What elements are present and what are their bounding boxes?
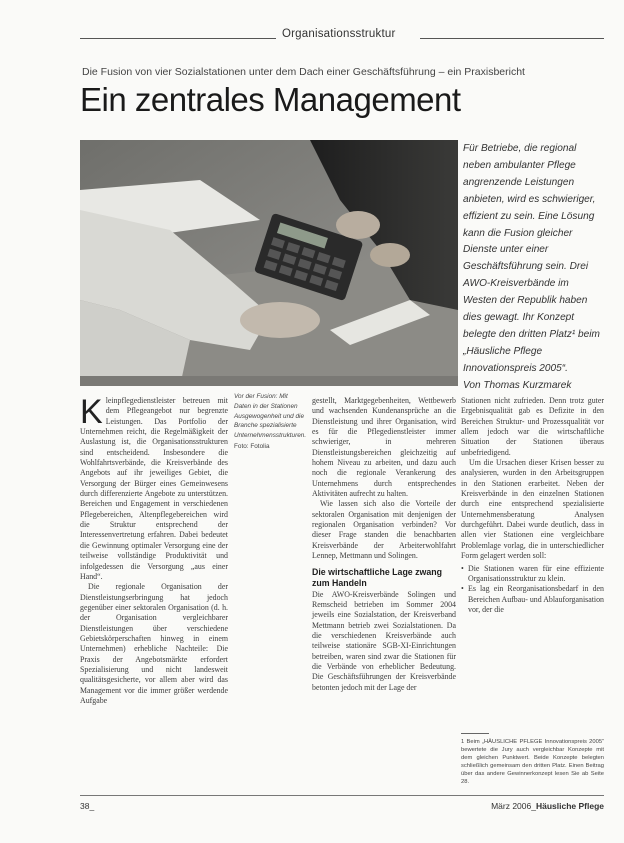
teaser [463, 141, 603, 395]
header-rule-right [420, 38, 604, 39]
column-3 [461, 396, 604, 615]
article-photo [80, 140, 458, 386]
bullet-item: • Die Stationen waren für eine effiziente Organisationsstruktur zu klein. [461, 564, 604, 585]
photo-caption-text: Vor der Fusion: Mit Daten in der Stationen Ausgewogenheit und die Branche spezialisierte Unternehmensstrukturen. [234, 393, 307, 440]
photo-caption [234, 392, 306, 452]
footnote-rule [461, 733, 489, 734]
footer-issue: März 2006_ [491, 801, 536, 811]
col2-para-2: Wie lassen sich also die Vorteile der sektoralen Organisation mit denjenigen der regionalen Organisation verbinden? Vor dieser Frage standen die benachbarten Kreisverbände der Arbeiterwohlfahrt Lennep, Mettmann und Solingen. [312, 499, 456, 561]
bullet-item: • Es lag ein Reorganisationsbedarf in den Bereichen Aufbau- und Ablauforganisation vor, der die [461, 584, 604, 615]
footnote: 1 Beim „HÄUSLICHE PFLEGE Innovationspreis 2005“ bewertete die Jury auch vergleichbar Konzepte mit dem gleichen Punktwert. Beide Konzepte belegten schließlich gemeinsam den dritten Platz. Einen Beitrag über das andere Gewinnerkonzept lesen Sie ab Seite 28. [461, 739, 604, 786]
teaser-author: Von Thomas Kurzmarek [463, 379, 572, 391]
footer-publication [452, 801, 604, 811]
kicker: Die Fusion von vier Sozialstationen unter dem Dach einer Geschäftsführung – ein Praxisbericht [82, 66, 525, 78]
teaser-text: Für Betriebe, die regional neben ambulanter Pflege angrenzende Leistungen anbieten, wird es schwieriger, effizient zu sein. Eine Lösung kann die Fusion gleicher Dienste unter einer Geschäftsführung sein. Drei AWO-Kreisverbände im Westen der Republik haben dies gewagt. Ihr Konzept belegte den dritten Platz¹ beim „Häusliche Pflege Innovationspreis 2005“. [463, 143, 600, 374]
col3-para-1: Stationen nicht zufrieden. Denn trotz guter Ergebnisqualität gab es Defizite in den Bereichen Struktur- und Prozessqualität vor allem jedoch war die wirtschaftliche Situation der Stationen überaus unbefriedigend. [461, 396, 604, 457]
col1-para-2: Die regionale Organisation der Dienstleistungserbringung hat jedoch gegenüber einer sektoralen Organisation (d. h. der Organisation vergleichbarer Dienstleistungen über verschiedene Gebietskörperschaften hinweg in einem Unternehmen) erhebliche Nachteile: Die Praxis der Angebotsmärkte erfordert Spezialisierung und nicht landesweit qualitätsgesicherte, vor allem aber wird das Management vor die immer größer werdende Aufgabe [80, 582, 228, 705]
photo-illustration [80, 140, 458, 386]
col2-para-3: Die AWO-Kreisverbände Solingen und Remscheid betrieben im Sommer 2004 jeweils eine Sozialstation, der Kreisverband Mettmann betrieb zwei Sozialstationen. Da die verschiedenen Kreisverbände auch teilweise stationäre SGB-XI-Einrichtungen betreiben, waren sind zwar die Stationen für die Verbände von erheblicher Bedeutung. Die Geschäftsführungen der Kreisverbände betonten jedoch mit der Lage der [312, 589, 456, 692]
page-number: 38_ [80, 801, 95, 811]
subhead: Die wirtschaftliche Lage zwang zum Handeln [312, 566, 443, 588]
column-2 [312, 396, 456, 693]
headline: Ein zentrales Management [80, 81, 461, 118]
header-rule-left [80, 38, 276, 39]
footer-magazine: Häusliche Pflege [535, 801, 604, 811]
footer-rule [80, 795, 604, 796]
col3-para-2: Um die Ursachen dieser Krisen besser zu analysieren, wurden in den Arbeitsgruppen in den Stationen erarbeitet. Neben der Kreisverbände in den einzelnen Stationen durch eine entsprechend spezialisierte Unternehmensberatung Analysen durchgeführt. Dabei wurde deutlich, dass in allen vier Stationen eine vergleichbare Problemlage vorlag, die in unterschiedlicher Form gelagert werden soll: [461, 458, 604, 561]
col1-para-1: Kleinpflegedienstleister betreuen mit dem Pflegeangebot nur begrenzte Leistungen. Das Portfolio der Unternehmen reicht, die Regelmäßigkeit der Auslastung ist, die Organisationsstrukturen sind entscheidend. Insbesondere die Wohlfahrtsverbände, die Kreisverbände des Angebots auf ihr jeweiliges Gebiet, die Versorgung der Bürger eines Gemeinwesens durch differenzierte Angebote zu unterstützen. Bereichen und Engagement in verschiedenen Pflegebereichen, Altenpflegebereichen wird die Struktur entsprechend der Interessenvertretung erfahren. Dabei bedeutet die Gewinnung optimaler Versorgung eine der teilweise vollständige Produktivität und infolgedessen die Versorgung „aus einer Hand“. [80, 393, 228, 581]
section-label: Organisationsstruktur [282, 28, 396, 40]
dropcap: K [80, 393, 103, 431]
column-1 [80, 393, 228, 706]
bullet-list [461, 564, 604, 616]
photo-credit: Foto: Fotolia [234, 442, 270, 450]
col2-para-1: gestellt, Marktgegebenheiten, Wettbewerb und wachsenden Kundenansprüche an die Dienstleistung und ihrer Organisation, wird es für die Pflegedienstleister immer schwieriger, in mehreren Dienstleistungsbereichen gleichzeitig auf hohem Niveau zu arbeiten, und dazu auch noch die regionale Verankerung des Unternehmens durch entsprechendes Aktivitäten aufrecht zu halten. [312, 396, 456, 499]
